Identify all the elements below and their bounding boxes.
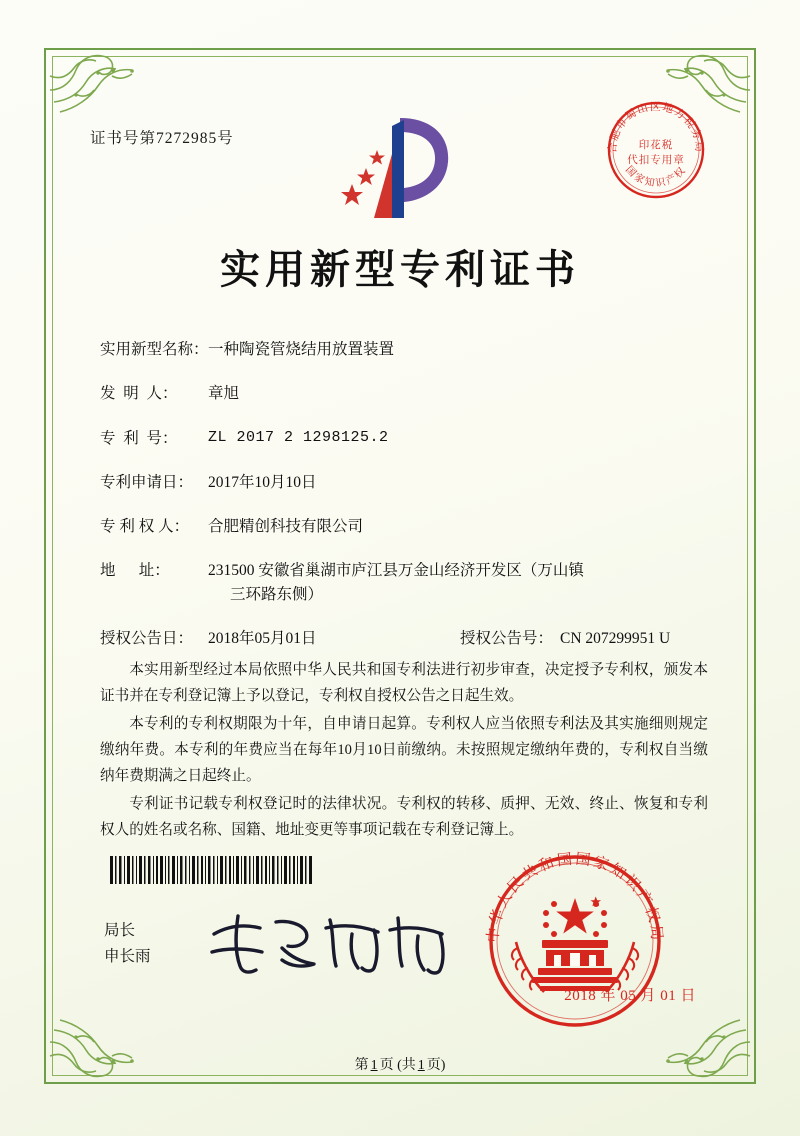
certificate-number: 证书号第7272985号 <box>90 130 234 147</box>
barcode <box>110 856 314 884</box>
value-patent-number: ZL 2017 2 1298125.2 <box>208 428 389 446</box>
svg-text:代扣专用章: 代扣专用章 <box>627 154 685 166</box>
field-patent-number <box>100 427 708 450</box>
footer-middle: 页 (共 <box>379 1058 416 1073</box>
footer-suffix: 页) <box>426 1058 446 1073</box>
page-title: 实用新型专利证书 <box>220 246 580 293</box>
footer-total-pages: 1 <box>417 1058 425 1073</box>
label-application-date: 专利申请日： <box>100 473 194 491</box>
legal-text <box>100 658 708 846</box>
director-label: 局长 <box>104 922 136 939</box>
field-patentee <box>100 515 708 538</box>
director-name: 申长雨 <box>104 948 151 966</box>
legal-paragraph-1: 本实用新型经过本局依照中华人民共和国专利法进行初步审查，决定授予专利权，颁发本证书并在专利登记簿上予以登记，专利权自授权公告之日起生效。 <box>100 662 708 704</box>
label-address: 地 址： <box>100 562 170 580</box>
svg-text:中华人民共和国国家知识产权局: 中华人民共和国国家知识产权局 <box>483 849 667 944</box>
footer-prefix: 第 <box>354 1058 369 1073</box>
legal-paragraph-2: 本专利的专利权期限为十年，自申请日起算。专利权人应当依照专利法及其实施细则规定缴纳年费。本专利的年费应当在每年10月10日前缴纳。未按照规定缴纳年费的，专利权自当缴纳年费期满之日起终止。 <box>100 715 708 784</box>
label-utility-model-name: 实用新型名称： <box>100 341 209 358</box>
value-grant-date: 2018年05月01日 <box>208 629 317 647</box>
svg-text:合肥市蜀山区地方税务局: 合肥市蜀山区地方税务局 <box>606 101 706 154</box>
value-inventor: 章旭 <box>208 385 240 403</box>
sipo-logo <box>330 110 470 225</box>
value-grant-number: CN 207299951 U <box>560 629 671 647</box>
label-grant-number: 授权公告号： <box>460 629 554 647</box>
field-application-date <box>100 471 708 494</box>
tax-stamp-seal <box>600 94 712 206</box>
director-signature-block <box>104 918 151 971</box>
value-application-date: 2017年10月10日 <box>208 473 317 491</box>
handwritten-signature <box>202 908 462 978</box>
label-inventor: 发 明 人： <box>100 385 178 403</box>
national-seal <box>480 846 670 1036</box>
field-grant-row <box>100 627 708 650</box>
value-address-line1: 231500 安徽省巢湖市庐江县万金山经济开发区（万山镇 <box>208 562 584 580</box>
seal-date: 2018 年 05 月 01 日 <box>564 988 696 1004</box>
value-patentee: 合肥精创科技有限公司 <box>208 518 364 535</box>
page-footer <box>52 1054 748 1074</box>
footer-page-number: 1 <box>370 1058 378 1073</box>
value-address-line2: 三环路东侧） <box>230 585 324 603</box>
field-inventor <box>100 382 708 405</box>
field-grant-date <box>100 627 460 650</box>
label-patentee: 专 利 权 人： <box>100 518 190 535</box>
label-grant-date: 授权公告日： <box>100 629 194 647</box>
certificate-content <box>52 56 748 1076</box>
field-utility-model-name <box>100 338 708 361</box>
patent-fields <box>100 338 708 664</box>
legal-paragraph-3: 专利证书记载专利权登记时的法律状况。专利权的转移、质押、无效、终止、恢复和专利权人的姓名或名称、国籍、地址变更等事项记载在专利登记簿上。 <box>100 795 708 838</box>
field-address <box>100 559 708 606</box>
field-grant-number <box>460 627 708 650</box>
svg-text:印花税: 印花税 <box>638 139 674 151</box>
value-utility-model-name: 一种陶瓷管烧结用放置装置 <box>208 341 395 358</box>
svg-text:国家知识产权: 国家知识产权 <box>623 164 689 190</box>
value-address <box>208 559 708 606</box>
label-patent-number: 专 利 号： <box>100 429 178 447</box>
